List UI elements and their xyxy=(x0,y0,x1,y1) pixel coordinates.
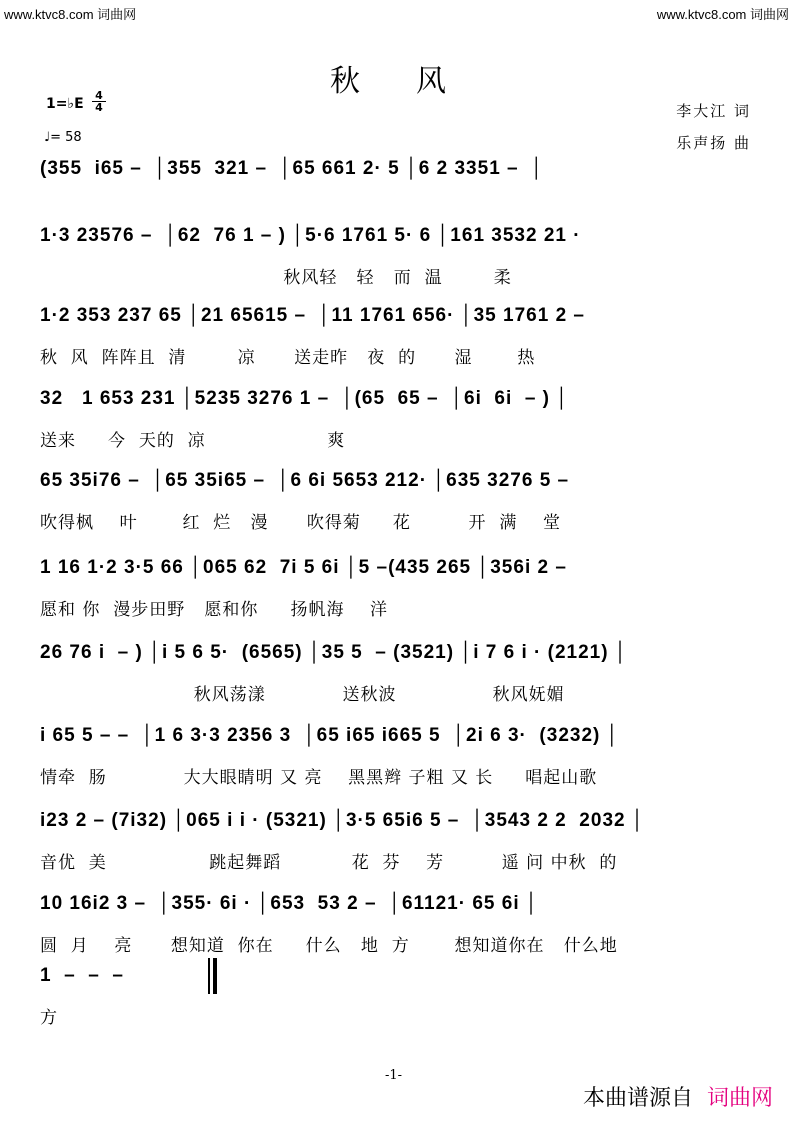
notation-line: i23 2 – (7i32) │065 i i · (5321) │3·5 65i6 5 – │3543 2 2 2032 │ xyxy=(40,810,645,831)
footer-text: 本曲谱源自 xyxy=(582,1086,693,1111)
key-signature: 1=♭E xyxy=(46,96,84,112)
lyric-line: 圆 月 亮 想知道 你在 什么 地 方 想知道你在 什么地 xyxy=(40,936,618,956)
notation-line: 32 1 653 231 │5235 3276 1 – │(65 65 – │6i 6i – ) │ xyxy=(40,388,570,409)
lyric-line: 方 xyxy=(40,1008,58,1028)
lyric-line: 秋风荡漾 送秋波 秋风妩媚 xyxy=(40,685,565,705)
notation-line: 10 16i2 3 – │355· 6i · │653 53 2 – │61121· 65 6i │ xyxy=(40,893,539,914)
notation-line: 1·2 353 237 65 │21 65615 – │11 1761 656· │35 1761 2 – xyxy=(40,305,592,326)
time-signature xyxy=(92,90,106,113)
notation-line: i 65 5 – – │1 6 3·3 2356 3 │65 i65 i665 5 │2i 6 3· (3232) │ xyxy=(40,725,620,746)
notation-line: 1 – – – xyxy=(40,965,131,986)
notation-line: 1 16 1·2 3·5 66 │065 62 7i 5 6i │5 –(435 265 │356i 2 – xyxy=(40,557,574,578)
lyricist-credit: 李大江 词 xyxy=(676,102,751,120)
lyric-line: 秋 风 阵阵且 清 凉 送走昨 夜 的 湿 热 xyxy=(40,348,536,368)
song-title: 秋风 xyxy=(330,64,502,99)
lyric-line: 音优 美 跳起舞蹈 花 芬 芳 遥 问 中秋 的 xyxy=(40,853,618,873)
notation-line: (355 i65 – │355 321 – │65 661 2· 5 │6 2 3351 – │ xyxy=(40,158,545,179)
lyric-line: 吹得枫 叶 红 烂 漫 吹得菊 花 开 满 堂 xyxy=(40,513,561,533)
footer-brand: 词曲网 xyxy=(706,1086,773,1111)
tempo-marking: ♩= 58 xyxy=(44,130,82,145)
lyric-line: 秋风轻 轻 而 温 柔 xyxy=(40,268,512,288)
lyric-line: 送来 今 天的 凉 爽 xyxy=(40,431,346,451)
footer-source xyxy=(583,1081,773,1112)
page-number: -1- xyxy=(385,1068,403,1083)
watermark-left: www.ktvc8.com 词曲网 xyxy=(4,7,137,22)
notation-line: 65 35i76 – │65 35i65 – │6 6i 5653 212· │635 3276 5 – xyxy=(40,470,576,491)
lyric-line: 愿和 你 漫步田野 愿和你 扬帆海 洋 xyxy=(40,600,389,620)
lyric-line: 情牵 肠 大大眼睛明 又 亮 黑黑辫 子粗 又 长 唱起山歌 xyxy=(40,768,598,788)
notation-line: 26 76 i – ) │i 5 6 5· (6565) │35 5 – (3521) │i 7 6 i · (2121) │ xyxy=(40,642,628,663)
time-signature-top: 4 xyxy=(95,89,103,102)
watermark-right: www.ktvc8.com 词曲网 xyxy=(656,7,789,22)
time-signature-bottom: 4 xyxy=(95,101,103,114)
composer-credit: 乐声扬 曲 xyxy=(676,134,751,152)
notation-line: 1·3 23576 – │62 76 1 – ) │5·6 1761 5· 6 │161 3532 21 · xyxy=(40,225,587,246)
